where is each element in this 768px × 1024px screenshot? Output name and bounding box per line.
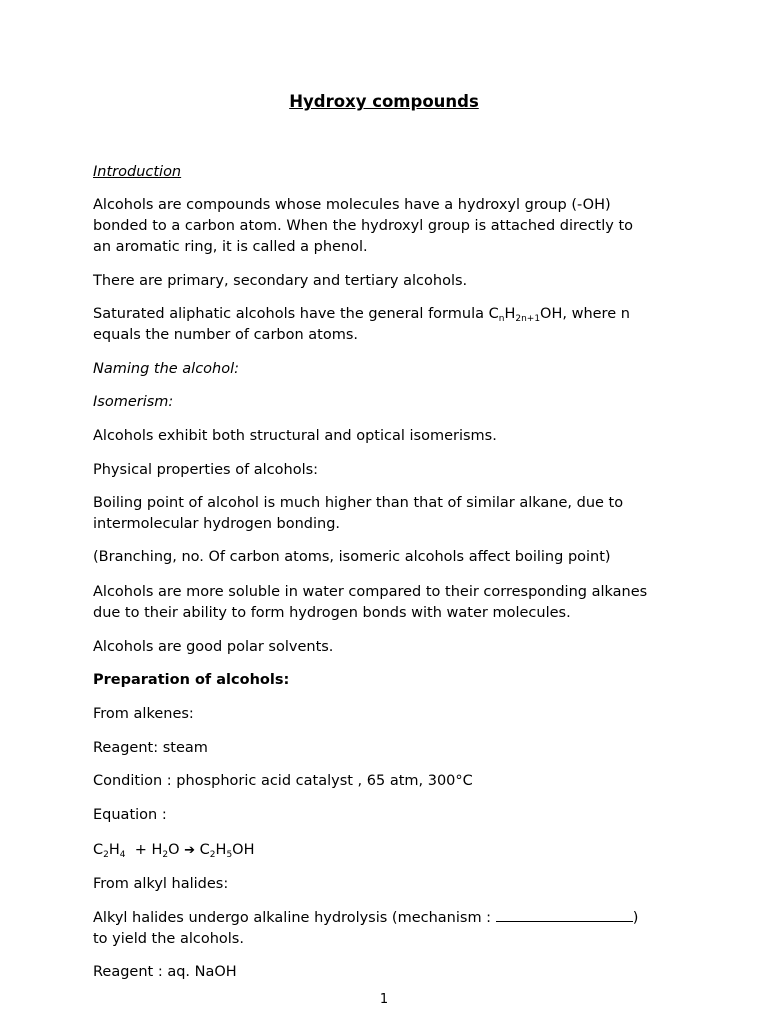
reagent-steam: Reagent: steam xyxy=(93,740,208,756)
isomerism-heading: Isomerism: xyxy=(93,394,174,410)
physical-heading: Physical properties of alcohols: xyxy=(93,462,319,478)
types-paragraph: There are primary, secondary and tertiary alcohols. xyxy=(93,273,468,289)
solvents-paragraph: Alcohols are good polar solvents. xyxy=(93,639,334,655)
intro-heading: Introduction xyxy=(93,164,182,180)
document-title: Hydroxy compounds xyxy=(289,92,479,111)
alkyl-paragraph: Alkyl halides undergo alkaline hydrolysis (mechanism : ) to yield the alcohols. xyxy=(93,910,639,947)
from-alkyl-heading: From alkyl halides: xyxy=(93,876,229,892)
equation-label: Equation : xyxy=(93,807,167,823)
solubility-paragraph: Alcohols are more soluble in water compared to their corresponding alkanes due to their ability to form hydrogen bonds with water molecules. xyxy=(93,584,648,621)
isomerism-paragraph: Alcohols exhibit both structural and optical isomerisms. xyxy=(93,428,497,444)
hydration-equation: $C_2H_4 + H_2O$ ➔ $C_2H_5OH$ xyxy=(93,842,255,860)
page-number: 1 xyxy=(379,992,389,1007)
preparation-heading: Preparation of alcohols: xyxy=(93,672,290,688)
boiling-paragraph: Boiling point of alcohol is much higher than that of similar alkane, due to intermolecular hydrogen bonding. xyxy=(93,495,624,532)
condition-line: Condition : phosphoric acid catalyst , 65 atm, 300°C xyxy=(93,773,473,789)
branching-paragraph: (Branching, no. Of carbon atoms, isomeric alcohols affect boiling point) xyxy=(93,549,611,565)
reaction-arrow-icon: ➔ xyxy=(184,843,196,858)
from-alkenes-heading: From alkenes: xyxy=(93,706,194,722)
mechanism-blank xyxy=(496,908,633,922)
definition-paragraph: Alcohols are compounds whose molecules have a hydroxyl group (-OH) bonded to a carbon atom. When the hydroxyl group is attached directly to an aromatic ring, it is called a phenol. xyxy=(93,197,634,255)
formula-paragraph: Saturated aliphatic alcohols have the general formula $C_nH_{2n+1}OH$, where n equals the number of carbon atoms. xyxy=(93,306,630,343)
reagent-naoh: Reagent : aq. NaOH xyxy=(93,964,237,980)
naming-heading: Naming the alcohol: xyxy=(93,361,240,377)
